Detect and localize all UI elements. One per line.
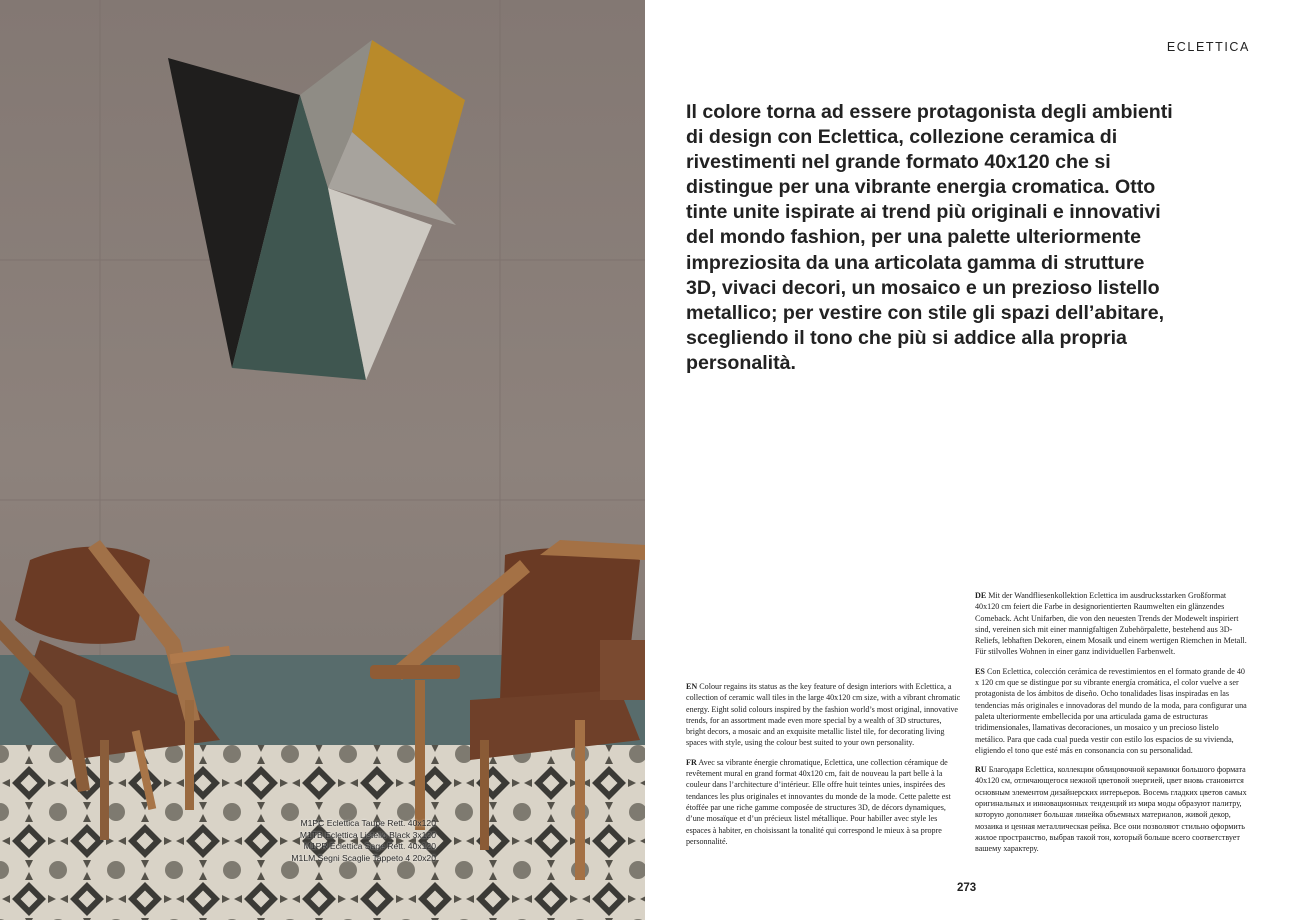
lang-code: EN — [686, 682, 698, 691]
paragraph-text: Avec sa vibrante énergie chromatique, Eclettica, une collection céramique de revêtement mural en grand format 40x120 cm, fait de nouveau la part belle à la couleur dans l’architecture d’intérieur. Elle offre huit teintes unies, inspirées des tendances les plus originales et innovantes du monde de la mode. Cette palette est étoffée par une riche gamme composée de structures 3D, de décors dynamiques, d’une mosaïque et d’un précieux listel métallique. Pour habiller avec style les espaces à habiter, en choisissant la tonalité qui correspond le mieux à sa propre personnalité. — [686, 757, 951, 846]
section-label: ECLETTICA — [1166, 40, 1250, 54]
interior-photo — [0, 0, 645, 920]
paragraph-ru — [975, 764, 1250, 854]
paragraph-text: Colour regains its status as the key feature of design interiors with Eclettica, a collection of ceramic wall tiles in the large 40x120 cm size, with a vibrant chromatic energy. Eight solid colours inspired by the fashion world’s most original, innovative trends, for an assortment made even more special by a wealth of 3D structures, bright decors, a mosaic and an exquisite metallic listel tile, for decorating living spaces with style, using the colour best suited to your own personality. — [686, 682, 961, 748]
paragraph-text: Mit der Wandfliesenkollektion Eclettica im ausdrucksstarken Großformat 40x120 cm feiert die Farbe in designorientierten Raumwelten ein glänzendes Comeback. Acht Unifarben, die von den neuesten Trends der Modewelt inspiriert sind, vereinen sich mit einer mannigfaltigen Zubehörpalette, bestehend aus 3D-Reliefs, lebhaften Dekoren, einem Mosaik und einem wertigen Riemchen in Metall. Für stilvolles Wohnen in einer ganz individuellen Farbenwelt. — [975, 591, 1247, 657]
paragraph-es — [975, 666, 1250, 756]
lang-code: FR — [686, 757, 697, 767]
paragraph-text: Благодаря Eclettica, коллекции облицовочной керамики большого формата 40x120 см, отличающегося нежной цветовой энергией, цвет вновь становится основным элементом дизайнерских интерьеров. Восемь гладких цветов самых оригинальных и инновационных тенденций из мира моды образуют палитру, которую дополняет большая линейка объемных материалов, живой декор, мозаика и ценная металлическая рейка. Все они позволяют стильно оформить жилое пространство, выбрав такой тон, который больше всего соответствует вашему характеру. — [975, 765, 1247, 854]
paragraph-fr — [686, 757, 962, 847]
text-column-left — [686, 681, 962, 855]
product-captions — [236, 818, 436, 864]
paragraph-de — [975, 590, 1250, 658]
caption-line: M1LM Segni Scaglie Tappeto 4 20x20 — [291, 852, 436, 863]
page-number: 273 — [957, 882, 977, 894]
caption-line: M1PC Eclettica Taupe Rett. 40x120 — [300, 818, 436, 828]
lang-code: DE — [975, 591, 987, 600]
lead-paragraph: Il colore torna ad essere protagonista degli ambienti di design con Eclettica, collezione ceramica di rivestimenti nel grande formato 40x120 che si distingue per una vibrante energia cromatica. Otto tinte unite ispirate ai trend più originali e innovativi del mondo fashion, per una palette ulteriormente impreziosita da una articolata gamma di strutture 3D, vivaci decori, un mosaico e un prezioso listello metallico; per vestire con stile gli spazi dell’abitare, scegliendo il tono che più si addice alla propria personalità. — [686, 101, 1173, 374]
lang-code: RU — [975, 765, 987, 775]
caption-line: M1TB Eclettica Listello Black 3x120 — [299, 829, 436, 840]
interior-illustration — [0, 0, 645, 920]
lang-code: ES — [975, 666, 985, 676]
text-column-right — [975, 590, 1250, 863]
paragraph-text: Con Eclettica, colección cerámica de revestimientos en el formato grande de 40 x 120 cm que se distingue por su vibrante energía cromática, el color vuelve a ser protagonista de los ámbitos de diseño. Ocho tonalidades lisas inspiradas en las tendencias más originales e innovadoras del mundo de la moda, para configurar una paleta ulteriormente embellecida por una articulada gama de estructuras tridimensionales, llamativas decoraciones, un mosaico y un precioso listelo metálico. Para que cada cual pueda vestir con estilo los espacios de su vivienda, eligiendo el tono que esté más en consonancia con su personalidad. — [975, 666, 1247, 755]
caption-line: M1PR Eclettica Sage Rett. 40x120 — [303, 841, 436, 851]
paragraph-en — [686, 681, 962, 749]
